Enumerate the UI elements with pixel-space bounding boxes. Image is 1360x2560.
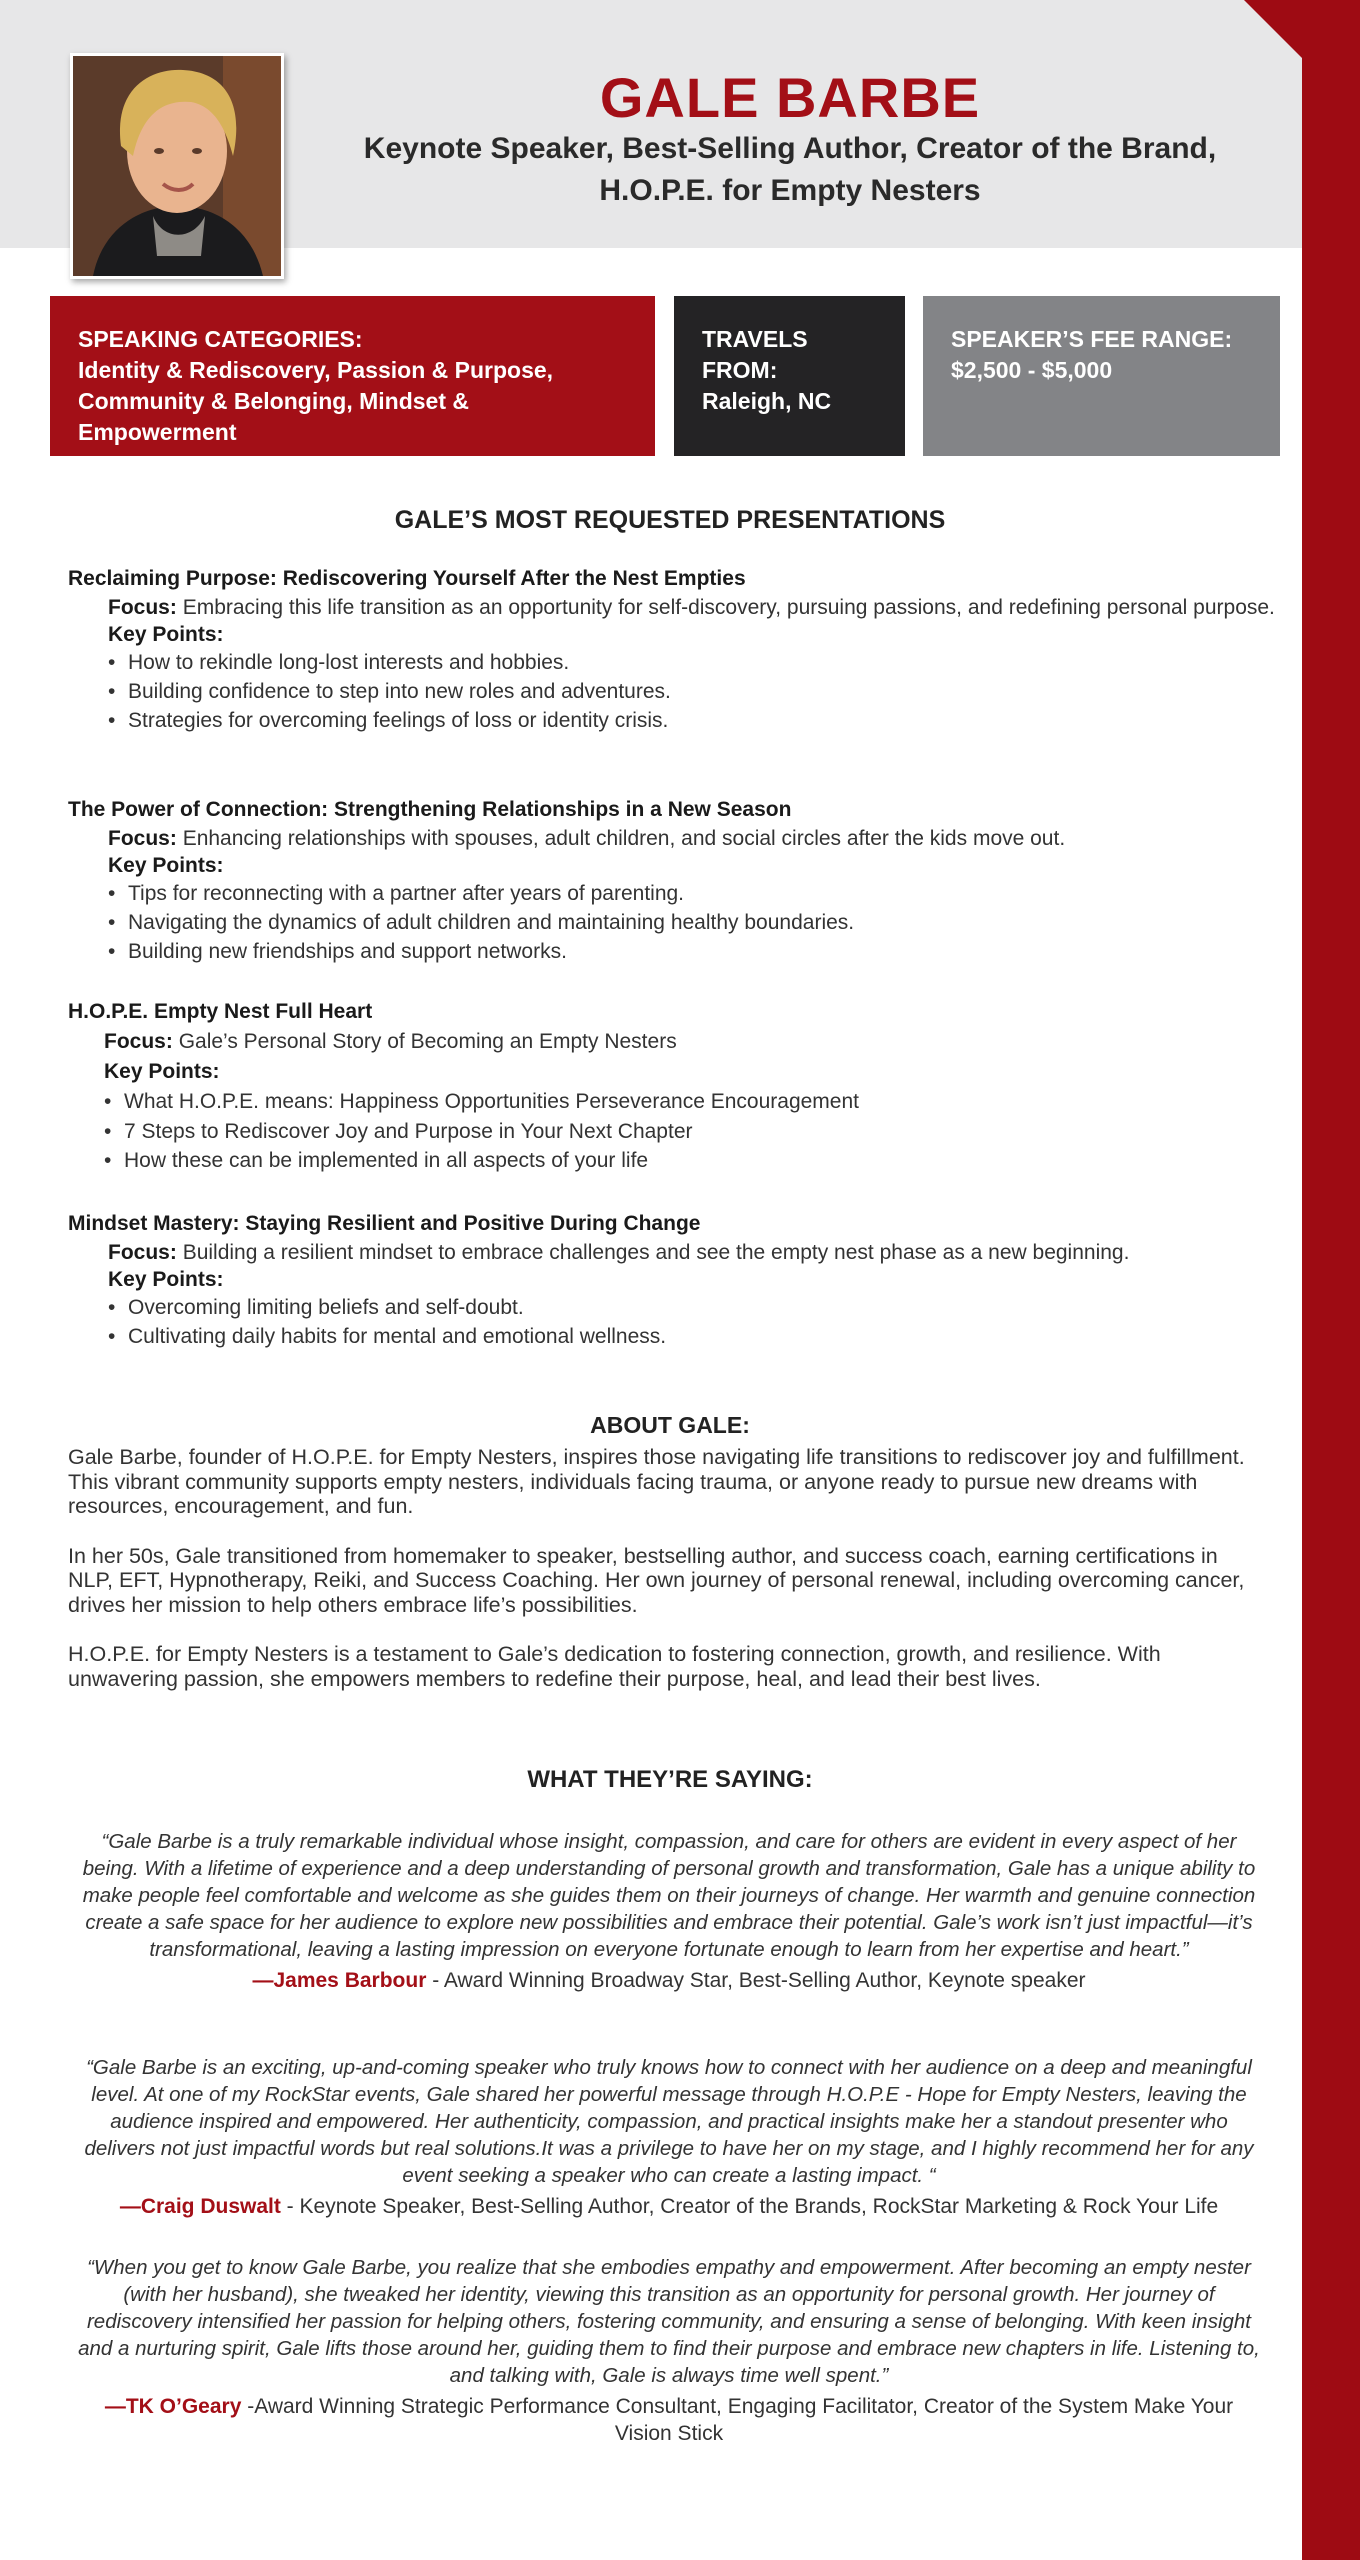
focus-text: Building a resilient mindset to embrace challenges and see the empty nest phase as a new beginning. — [182, 1241, 1130, 1264]
key-points-list — [68, 1087, 1280, 1176]
about-heading: ABOUT GALE: — [590, 1412, 750, 1438]
focus-text: Enhancing relationships with spouses, adult children, and social circles after the kids move out. — [182, 827, 1066, 850]
about-paragraph: H.O.P.E. for Empty Nesters is a testament to Gale’s dedication to fostering connection, growth, and resilience. With unwavering passion, she empowers members to redefine their purpose, heal, and lead their best lives. — [68, 1642, 1161, 1691]
presentation-2 — [68, 795, 1280, 966]
tagline-line-2: H.O.P.E. for Empty Nesters — [599, 174, 981, 207]
presentation-focus — [108, 594, 1280, 621]
presentation-title: Reclaiming Purpose: Rediscovering Yourself After the Nest Empties — [68, 567, 746, 590]
key-points-list — [68, 648, 1280, 735]
testimonial-1 — [78, 1828, 1260, 1994]
speaking-categories-box — [50, 296, 655, 456]
speaker-tagline — [300, 128, 1280, 212]
travels-from-label: TRAVELS FROM: — [702, 326, 808, 383]
presentation-title: The Power of Connection: Strengthening Relationships in a New Season — [68, 798, 792, 821]
key-point: • Building new friendships and support networks. — [108, 937, 1280, 966]
focus-label: Focus: — [108, 827, 177, 850]
key-points-label: Key Points: — [108, 1268, 224, 1291]
fee-range-value: $2,500 - $5,000 — [951, 357, 1113, 383]
presentation-focus — [104, 1027, 1280, 1057]
speaker-name: GALE BARBE — [599, 66, 981, 129]
key-points-label: Key Points: — [108, 854, 224, 877]
key-point: • Tips for reconnecting with a partner after years of parenting. — [108, 879, 1280, 908]
testimonial-credentials: - Award Winning Broadway Star, Best-Selling Author, Keynote speaker — [426, 1969, 1086, 1992]
fee-range-box — [923, 296, 1280, 456]
key-points-list — [68, 1293, 1280, 1351]
travels-from-value: Raleigh, NC — [702, 388, 832, 414]
focus-label: Focus: — [108, 1241, 177, 1264]
testimonials-heading: WHAT THEY’RE SAYING: — [527, 1766, 813, 1793]
speaking-categories-value: Identity & Rediscovery, Passion & Purpose, Community & Belonging, Mindset & Empowerment — [78, 357, 554, 445]
about-text — [68, 1445, 1268, 1716]
fee-range-label: SPEAKER’S FEE RANGE: — [951, 326, 1233, 352]
presentation-title: H.O.P.E. Empty Nest Full Heart — [68, 1000, 373, 1023]
focus-label: Focus: — [104, 1030, 173, 1053]
testimonial-author: —James Barbour — [252, 1969, 427, 1992]
focus-label: Focus: — [108, 596, 177, 619]
travels-from-box — [674, 296, 905, 456]
key-point: • Strategies for overcoming feelings of loss or identity crisis. — [108, 706, 1280, 735]
testimonial-author: —Craig Duswalt — [119, 2195, 281, 2218]
key-point: • Navigating the dynamics of adult children and maintaining healthy boundaries. — [108, 908, 1280, 937]
key-point: • How these can be implemented in all aspects of your life — [104, 1146, 1280, 1176]
testimonial-quote: “When you get to know Gale Barbe, you realize that she embodies empathy and empowerment. After becoming an empty nester (with her husband), she tweaked her identity, viewing this transition as an opportunity for personal growth. Her journey of rediscovery intensified her passion for helping others, fostering community, and ensuring a sense of belonging. With keen insight and a nurturing spirit, Gale lifts those around her, guiding them to find their purpose and embrace new chapters in life. Listening to, and talking with, Gale is always time well spent.” — [78, 2256, 1260, 2387]
key-points-label: Key Points: — [104, 1060, 220, 1083]
key-point: • Cultivating daily habits for mental and emotional wellness. — [108, 1322, 1280, 1351]
presentation-focus — [108, 1239, 1280, 1266]
right-accent-stripe — [1302, 0, 1360, 2560]
testimonial-3 — [78, 2254, 1260, 2447]
key-point: • Overcoming limiting beliefs and self-doubt. — [108, 1293, 1280, 1322]
focus-text: Gale’s Personal Story of Becoming an Empty Nesters — [178, 1030, 677, 1053]
testimonial-attribution — [78, 2393, 1260, 2447]
about-paragraph: Gale Barbe, founder of H.O.P.E. for Empty Nesters, inspires those navigating life transitions to rediscover joy and fulfillment. This vibrant community supports empty nesters, individuals facing trauma, or anyone ready to pursue new dreams with resources, encouragement, and fun. — [68, 1445, 1245, 1518]
testimonial-attribution — [78, 2193, 1260, 2220]
presentation-1 — [68, 564, 1280, 735]
testimonial-quote: “Gale Barbe is an exciting, up-and-coming speaker who truly knows how to connect with her audience on a deep and meaningful level. At one of my RockStar events, Gale shared her powerful message through H.O.P.E - Hope for Empty Nesters, leaving the audience inspired and empowered. Her authenticity, compassion, and practical insights make her a standout presenter who delivers not just impactful words but real solutions.It was a privilege to have her on my stage, and I highly recommend her for any event seeking a speaker who can create a lasting impact. “ — [84, 2056, 1254, 2187]
key-points-label: Key Points: — [108, 623, 224, 646]
presentation-title: Mindset Mastery: Staying Resilient and Positive During Change — [68, 1212, 701, 1235]
testimonial-credentials: - Keynote Speaker, Best-Selling Author, Creator of the Brands, RockStar Marketing & Rock Your Life — [280, 2195, 1219, 2218]
speaker-photo — [70, 53, 284, 279]
key-point: • 7 Steps to Rediscover Joy and Purpose in Your Next Chapter — [104, 1117, 1280, 1147]
key-point: • What H.O.P.E. means: Happiness Opportunities Perseverance Encouragement — [104, 1087, 1280, 1117]
about-paragraph: In her 50s, Gale transitioned from homemaker to speaker, bestselling author, and success coach, earning certifications in NLP, EFT, Hypnotherapy, Reiki, and Success Coaching. Her own journey of personal renewal, including overcoming cancer, drives her mission to help others embrace life’s possibilities. — [68, 1543, 1245, 1617]
testimonial-credentials: -Award Winning Strategic Performance Consultant, Engaging Facilitator, Creator of the System Make Your Vision Stick — [241, 2395, 1234, 2445]
speaking-categories-label: SPEAKING CATEGORIES: — [78, 326, 363, 352]
presentation-3 — [68, 997, 1280, 1176]
testimonial-attribution — [78, 1967, 1260, 1994]
key-point: • How to rekindle long-lost interests and hobbies. — [108, 648, 1280, 677]
key-point: • Building confidence to step into new roles and adventures. — [108, 677, 1280, 706]
corner-accent — [1244, 0, 1302, 58]
testimonial-author: —TK O’Geary — [104, 2395, 242, 2418]
testimonial-quote: “Gale Barbe is a truly remarkable individual whose insight, compassion, and care for others are evident in every aspect of her being. With a lifetime of experience and a deep understanding of personal growth and transformation, Gale has a unique ability to make people feel comfortable and welcome as she guides them on their journeys of change. Her warmth and genuine connection create a safe space for her audience to explore new possibilities and embrace their potential. Gale’s work isn’t just impactful—it’s transformational, leaving a lasting impression on everyone fortunate enough to learn from her expertise and heart.” — [82, 1830, 1256, 1961]
presentation-4 — [68, 1209, 1280, 1351]
testimonial-2 — [78, 2054, 1260, 2220]
key-points-list — [68, 879, 1280, 966]
presentations-heading: GALE’S MOST REQUESTED PRESENTATIONS — [394, 506, 946, 534]
tagline-line-1: Keynote Speaker, Best-Selling Author, Creator of the Brand, — [363, 132, 1217, 165]
presentation-focus — [108, 825, 1280, 852]
focus-text: Embracing this life transition as an opportunity for self-discovery, pursuing passions, and redefining personal purpose. — [182, 596, 1275, 619]
